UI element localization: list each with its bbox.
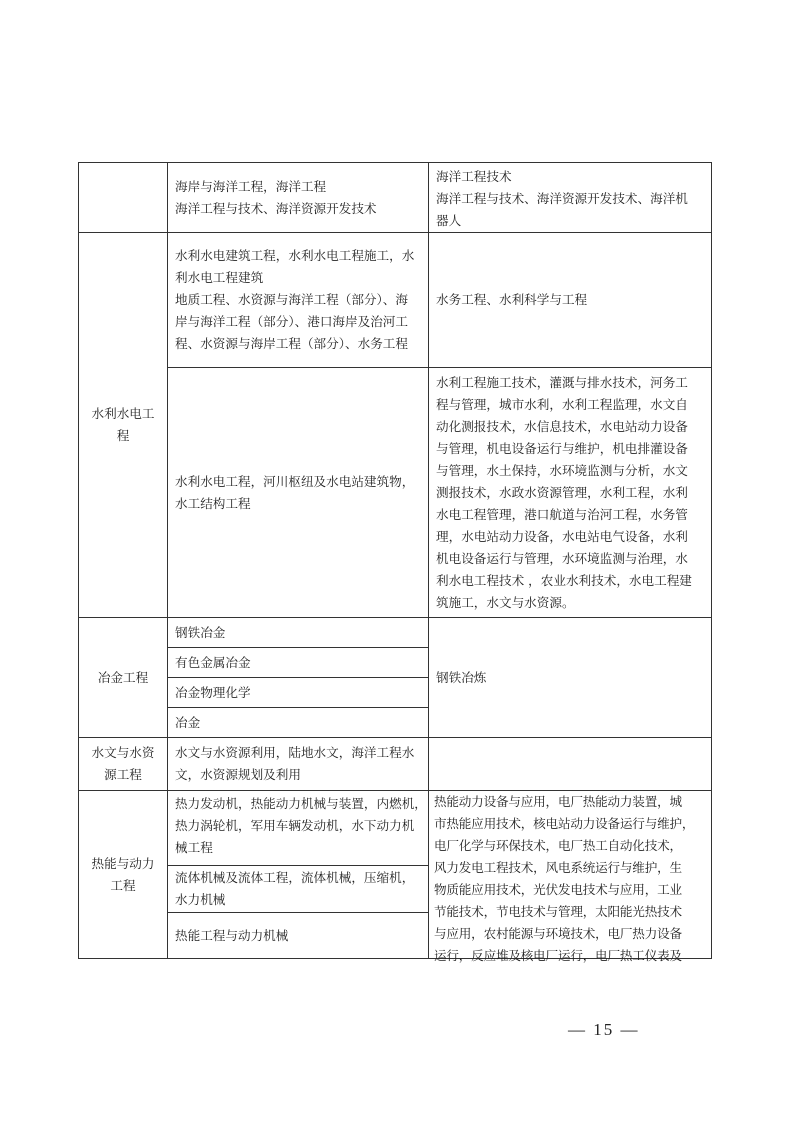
majors-cell: 冶金物理化学 xyxy=(175,684,251,700)
category-cell: 水利水电工 程 xyxy=(91,406,155,443)
majors-cell: 热能工程与动力机械 xyxy=(175,927,289,943)
majors-cell: 水利水电建筑工程，水利水电工程施工，水 利水电工程建筑 地质工程、水资源与海洋工程（部分）、海 岸与海洋工程（部分）、港口海岸及治河工 程、水资源与海岸工程（部分）、水务工程 xyxy=(175,248,415,351)
page-number: — 15 — xyxy=(568,1020,640,1039)
majors-cell: 钢铁冶金 xyxy=(175,624,226,640)
row-divider xyxy=(167,865,428,866)
related-majors-cell: 海洋工程技术 海洋工程与技术、海洋资源开发技术、海洋机 器人 xyxy=(436,169,688,228)
majors-cell: 水利水电工程，河川枢纽及水电站建筑物， 水工结构工程 xyxy=(175,473,415,511)
related-majors-cell: 水务工程、水利科学与工程 xyxy=(436,292,588,307)
majors-cell: 冶金 xyxy=(175,714,201,730)
majors-cell: 水文与水资源利用，陆地水文，海洋工程水 文，水资源规划及利用 xyxy=(175,745,415,782)
category-cell: 冶金工程 xyxy=(97,669,149,685)
related-majors-cell xyxy=(436,738,708,790)
category-cell: 水文与水资 源工程 xyxy=(91,745,155,782)
majors-cell: 海岸与海洋工程，海洋工程 海洋工程与技术、海洋资源开发技术 xyxy=(175,178,377,216)
related-majors-cell: 热能动力设备与应用，电厂热能动力装置，城 市热能应用技术，核电站动力设备运行与维护， 电厂化学与环保技术，电厂热工自动化技术， 风力发电工程技术，风电系统运行与维护，生 物质能应用技术，光伏发电技术与应用，工业 节能技术，节电技术与管理，太阳能光热技术 与应用，农村能源与环境技术，电厂热力设备 运行，反应堆及核电厂运行，电厂热工仪表及 xyxy=(434,794,695,963)
majors-cell: 有色金属冶金 xyxy=(175,654,251,670)
majors-cell: 热力发动机，热能动力机械与装置，内燃机， 热力涡轮机，军用车辆发动机，水下动力机 械工程 xyxy=(175,796,427,855)
majors-cell: 流体机械及流体工程，流体机械，压缩机， 水力机械 xyxy=(175,870,415,907)
column-divider xyxy=(167,162,168,959)
related-majors-cell: 水利工程施工技术，灌溉与排水技术，河务工 程与管理，城市水利，水利工程监理，水文自 动化测报技术，水信息技术，水电站动力设备 与管理，机电设备运行与维护，机电排灌设备 与管理，水土保持，水环境监测与分析，水文 测报技术，水政水资源管理，水利工程，水利 水电工程管理，港口航道与治河工程，水务管 理，水电站动力设备，水电站电气设备，水利 机电设备运行与管理，水环境监测与治理，水 利水电工程技术 ，农业水利技术，水电工程建 筑施工，水文与水资源。 xyxy=(436,374,692,610)
related-majors-cell: 钢铁冶炼 xyxy=(436,669,487,685)
column-divider xyxy=(428,162,429,959)
category-cell xyxy=(79,163,167,232)
table-border-right xyxy=(711,162,712,959)
category-cell: 热能与动力 工程 xyxy=(91,855,155,893)
